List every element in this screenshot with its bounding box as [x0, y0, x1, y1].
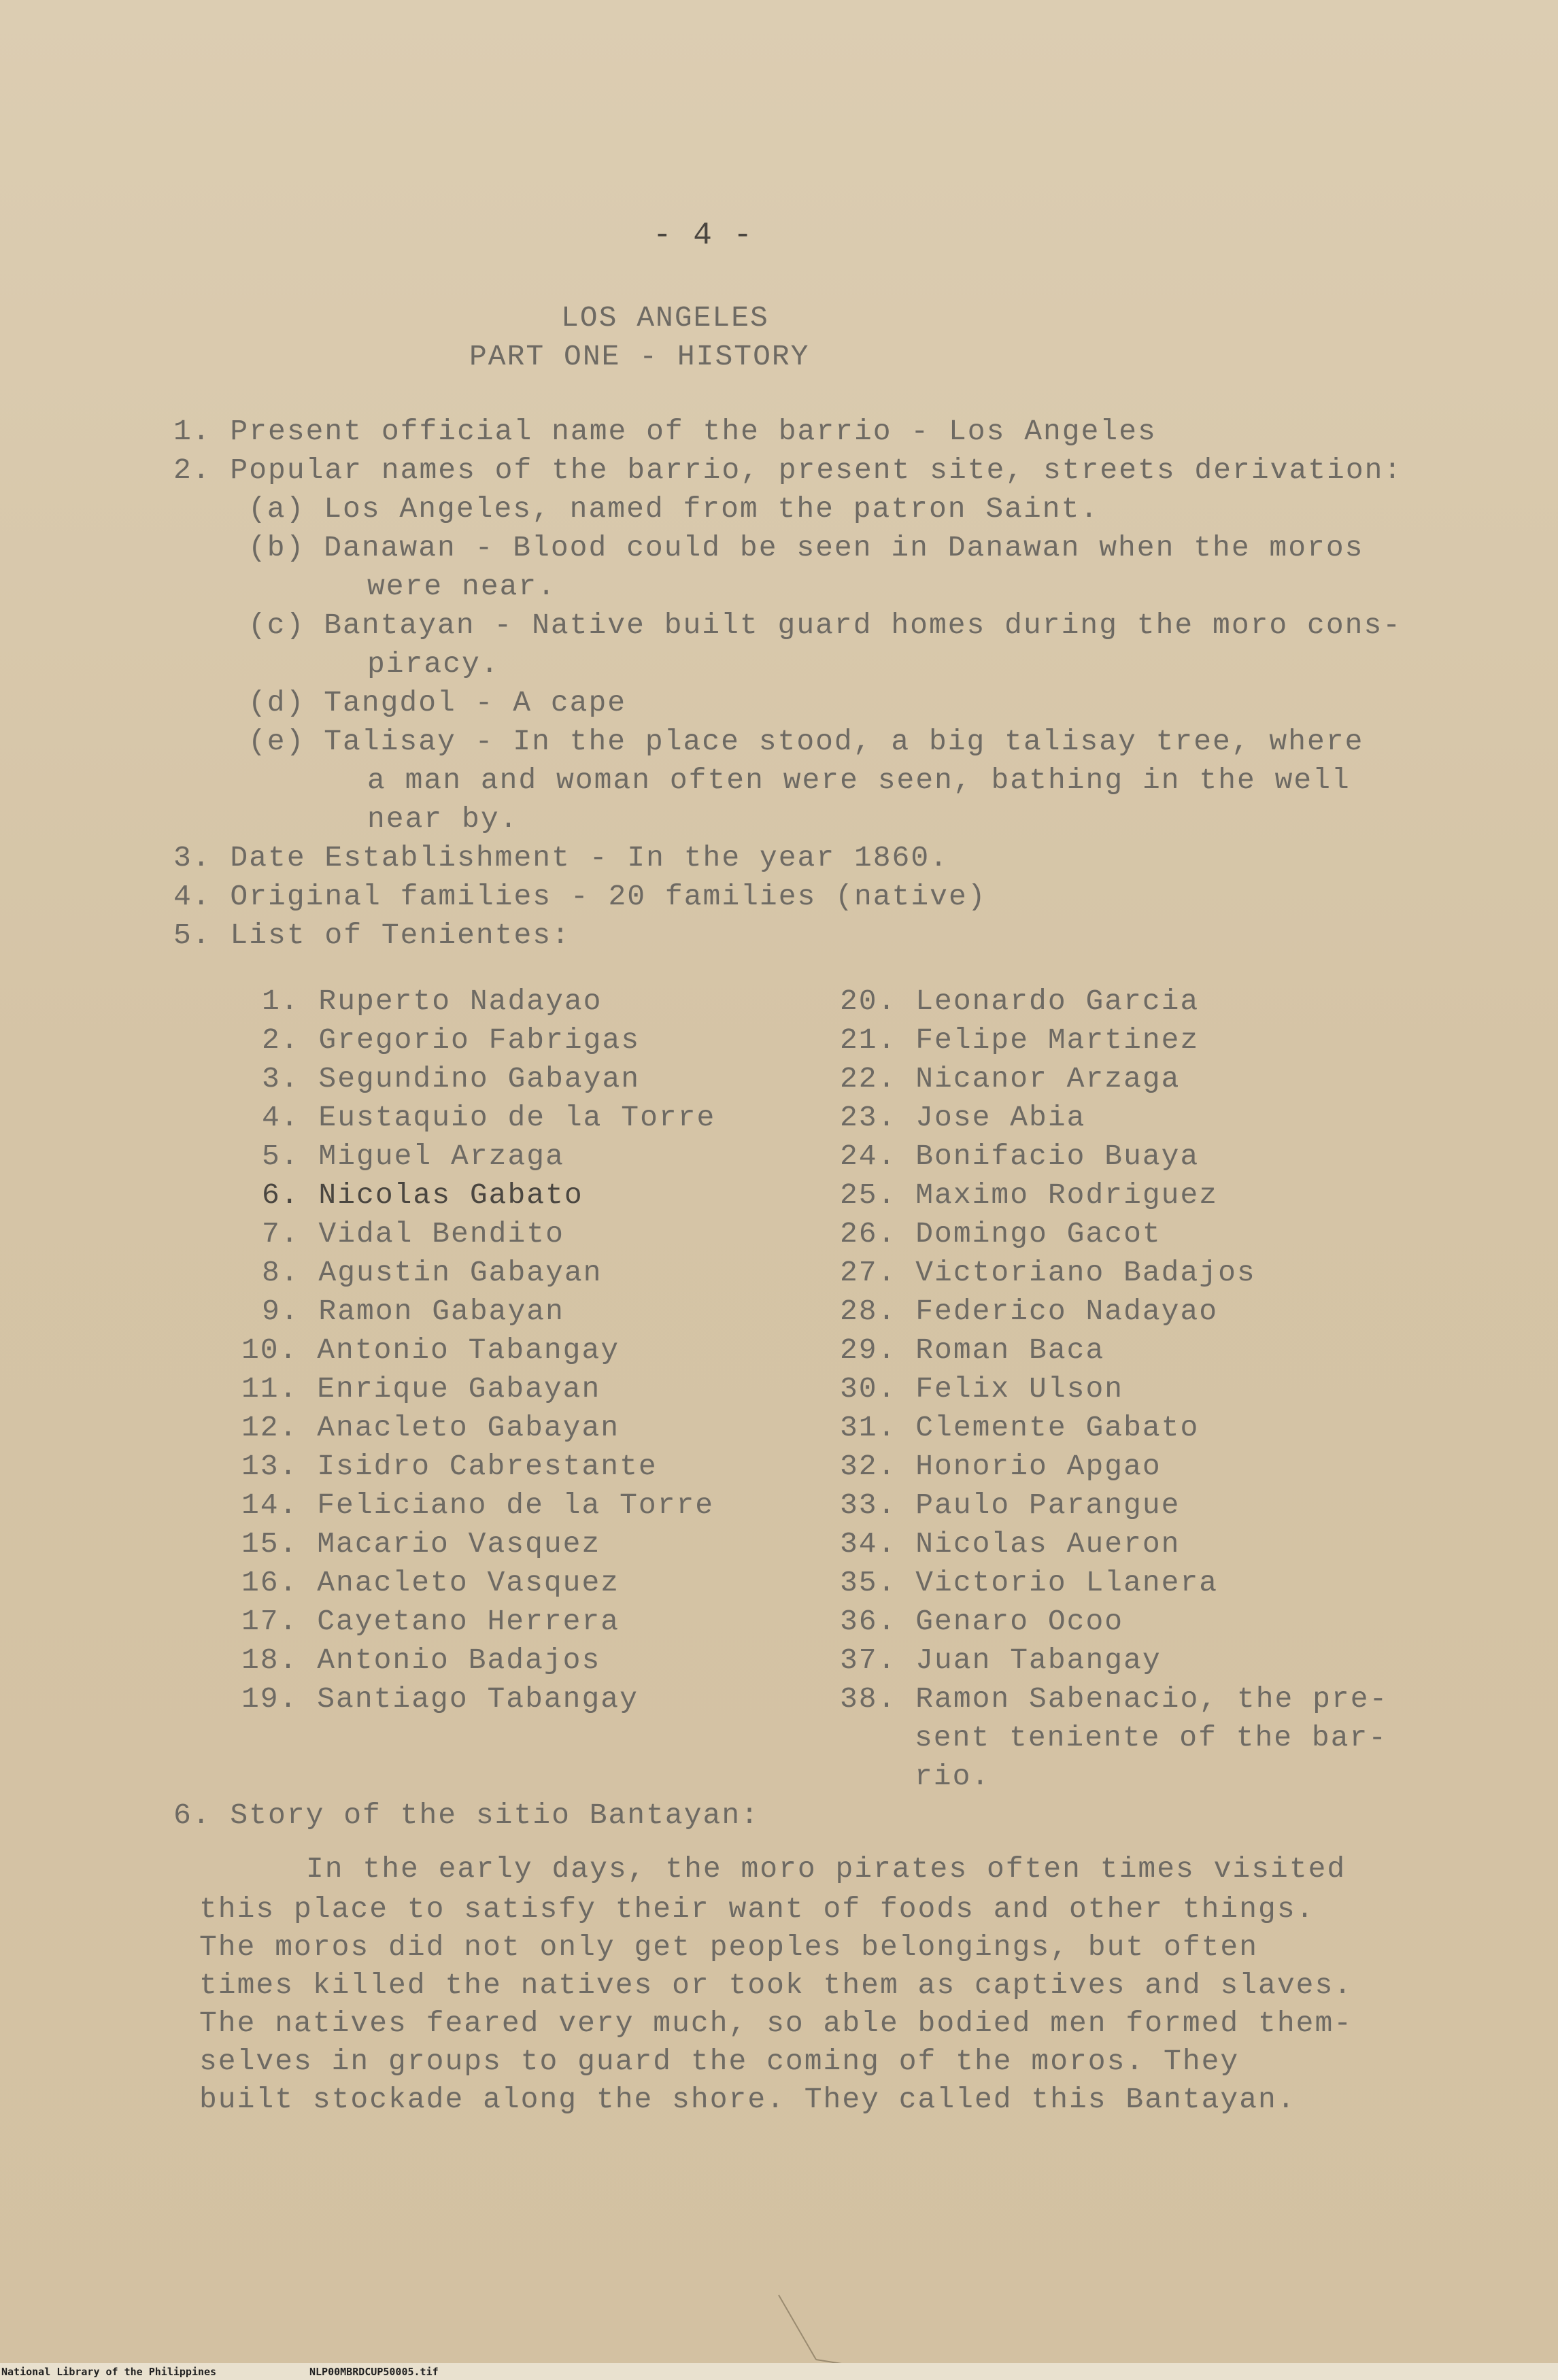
- story-line: The moros did not only get peoples belongings, but often: [199, 1931, 1259, 1964]
- subitem-e: (e) Talisay - In the place stood, a big talisay tree, where: [248, 725, 1364, 758]
- story-line: selves in groups to guard the coming of the moros. They: [199, 2045, 1240, 2078]
- subitem-b-cont: were near.: [367, 570, 557, 603]
- teniente-entry: 30. Felix Ulson: [840, 1372, 1124, 1406]
- teniente-entry: 24. Bonifacio Buaya: [840, 1140, 1200, 1173]
- item-original-families: 4. Original families - 20 families (native): [173, 880, 987, 913]
- footer-file-name: NLP00MBRDCUP50005.tif: [309, 2366, 439, 2378]
- item-popular-names: 2. Popular names of the barrio, present site, streets derivation:: [173, 454, 1403, 487]
- subitem-d: (d) Tangdol - A cape: [248, 686, 627, 719]
- teniente-entry: 33. Paulo Parangue: [840, 1489, 1181, 1522]
- paper-crease-mark: [775, 2292, 857, 2366]
- teniente-entry: 38. Ramon Sabenacio, the pre-: [840, 1682, 1389, 1716]
- teniente-entry: 23. Jose Abia: [840, 1101, 1086, 1134]
- subitem-b: (b) Danawan - Blood could be seen in Danawan when the moros: [248, 531, 1364, 564]
- teniente-entry: 20. Leonardo Garcia: [840, 985, 1200, 1018]
- teniente-entry: 9. Ramon Gabayan: [262, 1295, 564, 1328]
- teniente-entry: 28. Federico Nadayao: [840, 1295, 1219, 1328]
- teniente-entry: 8. Agustin Gabayan: [262, 1256, 603, 1289]
- teniente-entry-cont: rio.: [915, 1760, 991, 1793]
- teniente-entry: 31. Clemente Gabato: [840, 1411, 1200, 1444]
- teniente-entry: 18. Antonio Badajos: [241, 1644, 601, 1677]
- footer-library-name: National Library of the Philippines: [1, 2366, 217, 2378]
- title-barrio-name: LOS ANGELES: [561, 301, 769, 335]
- teniente-entry: 11. Enrique Gabayan: [241, 1372, 601, 1406]
- teniente-entry: 35. Victorio Llanera: [840, 1566, 1219, 1599]
- teniente-entry: 10. Antonio Tabangay: [241, 1333, 620, 1367]
- subitem-e-cont2: near by.: [367, 802, 519, 836]
- item-official-name: 1. Present official name of the barrio - Los Angeles: [173, 415, 1157, 448]
- teniente-entry: 34. Nicolas Aueron: [840, 1527, 1181, 1561]
- subitem-a: (a) Los Angeles, named from the patron Saint.: [248, 492, 1100, 526]
- teniente-entry: 6. Nicolas Gabato: [262, 1178, 583, 1212]
- subitem-c-cont: piracy.: [367, 647, 500, 681]
- teniente-entry: 5. Miguel Arzaga: [262, 1140, 564, 1173]
- teniente-entry: 13. Isidro Cabrestante: [241, 1450, 658, 1483]
- teniente-entry: 14. Feliciano de la Torre: [241, 1489, 715, 1522]
- story-line: The natives feared very much, so able bodied men formed them-: [199, 2007, 1353, 2040]
- item-story-bantayan: 6. Story of the sitio Bantayan:: [173, 1799, 760, 1832]
- teniente-entry: 15. Macario Vasquez: [241, 1527, 601, 1561]
- story-line: times killed the natives or took them as captives and slaves.: [199, 1969, 1353, 2002]
- page-number: - 4 -: [653, 218, 754, 253]
- story-line: this place to satisfy their want of foods and other things.: [199, 1892, 1315, 1926]
- teniente-entry: 19. Santiago Tabangay: [241, 1682, 639, 1716]
- subitem-e-cont1: a man and woman often were seen, bathing in the well: [367, 764, 1351, 797]
- teniente-entry: 25. Maximo Rodriguez: [840, 1178, 1219, 1212]
- teniente-entry: 4. Eustaquio de la Torre: [262, 1101, 716, 1134]
- teniente-entry: 32. Honorio Apgao: [840, 1450, 1162, 1483]
- teniente-entry: 37. Juan Tabangay: [840, 1644, 1162, 1677]
- teniente-entry: 12. Anacleto Gabayan: [241, 1411, 620, 1444]
- story-line: built stockade along the shore. They called this Bantayan.: [199, 2083, 1296, 2116]
- teniente-entry: 17. Cayetano Herrera: [241, 1605, 620, 1638]
- teniente-entry: 2. Gregorio Fabrigas: [262, 1023, 641, 1057]
- teniente-entry: 27. Victoriano Badajos: [840, 1256, 1256, 1289]
- teniente-entry: 3. Segundino Gabayan: [262, 1062, 641, 1095]
- teniente-entry: 16. Anacleto Vasquez: [241, 1566, 620, 1599]
- item-list-tenientes: 5. List of Tenientes:: [173, 919, 571, 952]
- teniente-entry: 29. Roman Baca: [840, 1333, 1105, 1367]
- item-date-establishment: 3. Date Establishment - In the year 1860.: [173, 841, 949, 874]
- teniente-entry: 36. Genaro Ocoo: [840, 1605, 1124, 1638]
- teniente-entry: 22. Nicanor Arzaga: [840, 1062, 1181, 1095]
- teniente-entry: 21. Felipe Martinez: [840, 1023, 1200, 1057]
- teniente-entry-cont: sent teniente of the bar-: [915, 1721, 1388, 1754]
- story-line: In the early days, the moro pirates often times visited: [306, 1852, 1347, 1886]
- teniente-entry: 26. Domingo Gacot: [840, 1217, 1162, 1251]
- subitem-c: (c) Bantayan - Native built guard homes during the moro cons-: [248, 609, 1402, 642]
- teniente-entry: 1. Ruperto Nadayao: [262, 985, 603, 1018]
- teniente-entry: 7. Vidal Bendito: [262, 1217, 564, 1251]
- scan-footer: [0, 2363, 1558, 2380]
- title-part-one: PART ONE - HISTORY: [469, 340, 810, 373]
